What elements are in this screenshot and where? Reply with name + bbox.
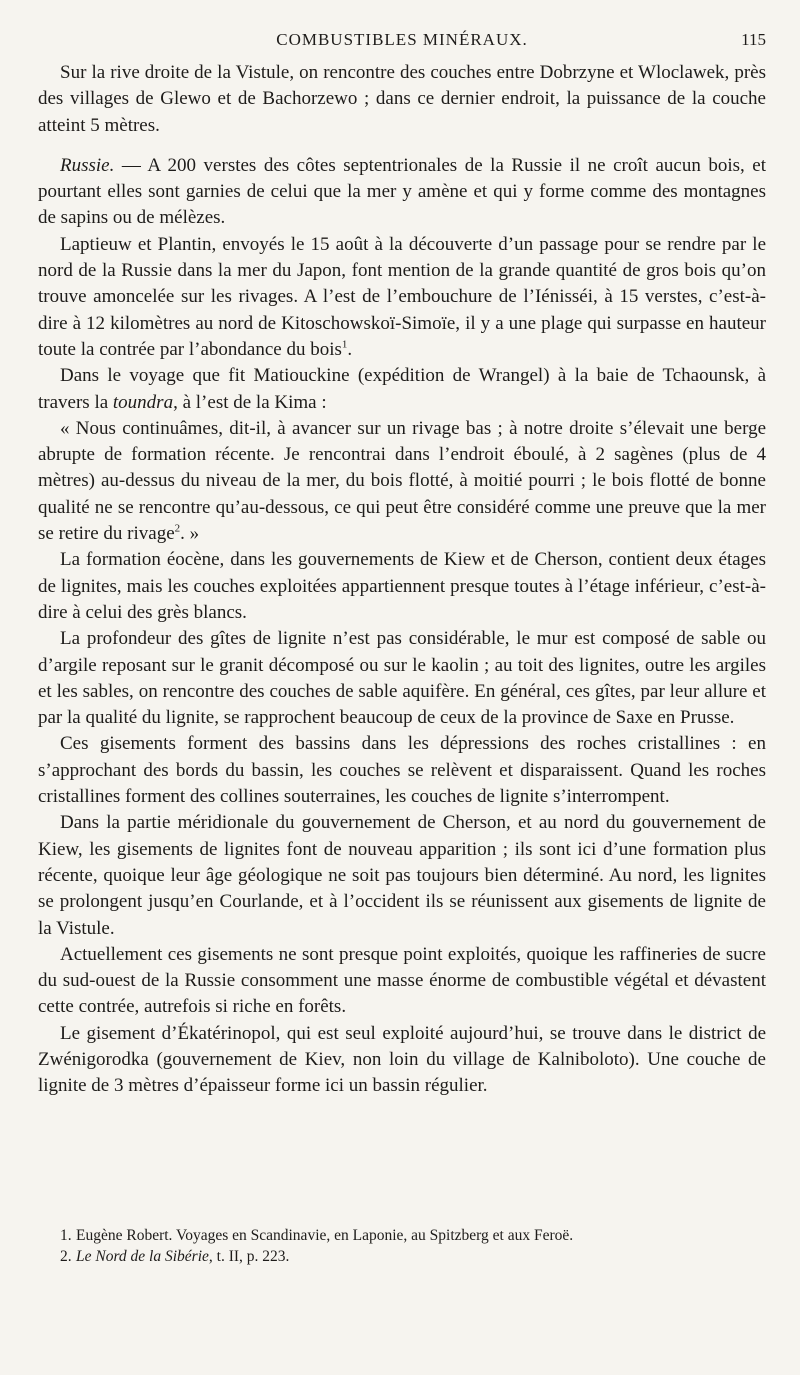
footnote-ref: 1 [341,338,348,351]
paragraph: Le gisement d’Ékatérinopol, qui est seul exploité aujourd’hui, se trouve dans le district de Zwénigorodka (gouvernement de Kiev, non loin du village de Kalniboloto). Une couche de lignite de 3 mètres d’épaisseur forme ici un bassin régulier. [38,1022,766,1097]
paragraph: La formation éocène, dans les gouvernements de Kiew et de Cherson, contient deux étages de lignites, mais les couches exploitées appartiennent presque toutes à l’étage inférieur, c’est-à-dire à celui des grès blancs. [38,549,766,623]
footnote: 1. Eugène Robert. Voyages en Scandinavie, en Laponie, au Spitzberg et aux Feroë. [60,1227,574,1244]
paragraph: Sur la rive droite de la Vistule, on rencontre des couches entre Dobrzyne et Wloclawek, près des villages de Glewo et de Bachorzewo ; dans ce dernier endroit, la puissance de la couche atteint 5 mètres. [38,62,766,136]
paragraph: Actuellement ces gisements ne sont presque point exploités, quoique les raffineries de sucre du sud-ouest de la Russie consomment une masse énorme de combustible végétal et dévastent cette contrée, autrefois si riche en forêts. [38,943,766,1018]
quotation-paragraph: « Nous continuâmes, dit-il, à avancer sur un rivage bas ; à notre droite s’élevait une berge abrupte de formation récente. Je rencontrai dans l’endroit éboulé, à 2 sagènes (plus de 4 mètres) au-dessus du niveau de la mer, du bois flotté, à moitié pourri ; le bois flotté de bonne qualité ne se rencontre qu’au-dessous, ce qui peut être considéré comme une preuve que la mer se retire du rivage$^2$. » [38,417,766,545]
paragraph: Ces gisements forment des bassins dans les dépressions des roches cristallines : en s’approchant des bords du bassin, les couches se relèvent et disparaissent. Quand les roches cristallines forment des collines souterraines, les couches de lignite s’interrompent. [38,733,766,808]
section-lead: Russie. [60,154,115,176]
footnote-ref: 2 [174,522,181,535]
running-title: COMBUSTIBLES MINÉRAUX. [276,30,528,49]
page [38,30,766,1100]
running-head [38,30,766,54]
footnotes [60,1225,740,1267]
paragraph: Dans la partie méridionale du gouvernement de Cherson, et au nord du gouvernement de Kiew, les gisements de lignites font de nouveau apparition ; ils sont ici d’une formation plus récente, quoique leur âge géologique ne soit pas toujours bien déterminé. Au nord, les lignites se prolongent jusqu’en Courlande, et à l’occident ils se réunissent aux gisements de lignite de la Vistule. [38,812,766,939]
paragraph: Russie. — A 200 verstes des côtes septentrionales de la Russie il ne croît aucun bois, et pourtant elles sont garnies de celui que la mer y amène et qui y forme comme des montagnes de sapins ou de mélèzes. [38,154,766,229]
paragraph: Dans le voyage que fit Matiouckine (expédition de Wrangel) à la baie de Tchaounsk, à travers la toundra, à l’est de la Kima : [38,365,766,413]
body-text [38,60,766,1100]
paragraph: La profondeur des gîtes de lignite n’est pas considérable, le mur est composé de sable ou d’argile reposant sur le granit décomposé ou sur le kaolin ; au toit des lignites, outre les argiles et les sables, on rencontre des couches de sable aquifère. En général, ces gîtes, par leur allure et par la qualité du lignite, se rapprochent beaucoup de ceux de la province de Saxe en Prusse. [38,628,766,729]
paragraph: Laptieuw et Plantin, envoyés le 15 août à la découverte d’un passage pour se rendre par le nord de la Russie dans la mer du Japon, font mention de la grande quantité de gros bois qu’on trouve amoncelée sur les rivages. A l’est de l’embouchure de l’Iénisséi, à 15 verstes, c’est-à-dire à 12 kilomètres au nord de Kitoschowskoï-Simoïe, il y a une plage qui surpasse en hauteur toute la contrée par l’abondance du bois$^1$. [38,233,766,360]
footnote: 2. Le Nord de la Sibérie, t. II, p. 223. [60,1248,290,1265]
page-number: 115 [741,30,766,49]
